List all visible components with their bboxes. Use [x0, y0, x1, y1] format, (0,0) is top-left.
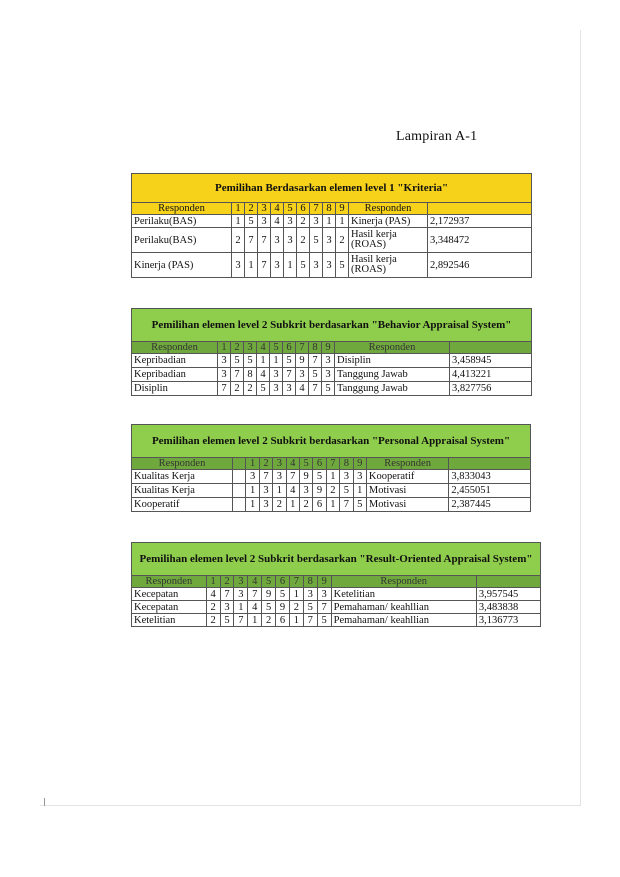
score-cell: 2 — [206, 614, 220, 627]
score-cell: 5 — [257, 382, 270, 396]
respondent-cell: Kecepatan — [132, 601, 207, 614]
score-cell: 2 — [297, 215, 310, 228]
score-cell — [233, 470, 246, 484]
column-header: 5 — [262, 576, 276, 588]
score-cell: 3 — [273, 470, 286, 484]
respondent-cell: Hasil kerja (ROAS) — [349, 253, 428, 278]
table-row — [132, 382, 532, 396]
column-header: 1 — [232, 203, 245, 215]
column-header: 4 — [257, 342, 270, 354]
score-cell: 8 — [244, 368, 257, 382]
column-header: 5 — [284, 203, 297, 215]
value-cell: 3,136773 — [476, 614, 540, 627]
score-cell — [233, 484, 246, 498]
score-cell: 5 — [262, 601, 276, 614]
score-cell: 5 — [220, 614, 234, 627]
score-cell: 5 — [353, 498, 366, 512]
column-header: 2 — [245, 203, 258, 215]
column-header: 9 — [317, 576, 331, 588]
score-cell: 1 — [286, 498, 299, 512]
score-cell: 1 — [284, 253, 297, 278]
score-cell: 7 — [248, 588, 262, 601]
score-cell: 7 — [259, 470, 272, 484]
score-cell: 5 — [283, 354, 296, 368]
column-header — [233, 458, 246, 470]
score-cell: 7 — [309, 354, 322, 368]
score-cell: 3 — [322, 354, 335, 368]
respondent-cell: Pemahaman/ keahllian — [331, 614, 476, 627]
column-header: 3 — [273, 458, 286, 470]
header-row — [132, 576, 541, 588]
value-cell: 2,387445 — [449, 498, 531, 512]
score-cell: 1 — [353, 484, 366, 498]
column-header: Responden — [349, 203, 428, 215]
score-cell: 4 — [296, 382, 309, 396]
score-cell: 1 — [289, 614, 303, 627]
score-cell: 2 — [326, 484, 339, 498]
score-cell: 2 — [232, 228, 245, 253]
respondent-cell: Ketelitian — [331, 588, 476, 601]
column-header: 8 — [340, 458, 353, 470]
score-cell: 9 — [299, 470, 312, 484]
result-oriented-appraisal-table — [131, 542, 541, 627]
column-header: 1 — [246, 458, 259, 470]
respondent-cell: Kualitas Kerja — [132, 484, 233, 498]
column-header: 2 — [231, 342, 244, 354]
column-header: 4 — [286, 458, 299, 470]
score-cell: 6 — [276, 614, 290, 627]
scan-mark — [44, 798, 45, 806]
column-header: Responden — [331, 576, 476, 588]
value-cell: 2,892546 — [428, 253, 532, 278]
table-row — [132, 588, 541, 601]
value-cell: 3,957545 — [476, 588, 540, 601]
respondent-cell: Kooperatif — [132, 498, 233, 512]
score-cell: 2 — [297, 228, 310, 253]
column-header: Responden — [366, 458, 448, 470]
table-row — [132, 614, 541, 627]
table-row — [132, 484, 531, 498]
score-cell — [233, 498, 246, 512]
table-title: Pemilihan Berdasarkan elemen level 1 "Kriteria" — [132, 174, 532, 203]
column-header: 5 — [270, 342, 283, 354]
column-header: 6 — [297, 203, 310, 215]
score-cell: 3 — [303, 588, 317, 601]
score-cell: 1 — [273, 484, 286, 498]
column-header: 6 — [313, 458, 326, 470]
score-cell: 3 — [234, 588, 248, 601]
score-cell: 3 — [310, 253, 323, 278]
respondent-cell: Kinerja (PAS) — [349, 215, 428, 228]
column-header: 7 — [310, 203, 323, 215]
table-row — [132, 354, 532, 368]
score-cell: 1 — [323, 215, 336, 228]
score-cell: 3 — [246, 470, 259, 484]
score-cell: 3 — [218, 368, 231, 382]
respondent-cell: Kualitas Kerja — [132, 470, 233, 484]
score-cell: 4 — [257, 368, 270, 382]
column-header — [449, 458, 531, 470]
respondent-cell: Kepribadian — [132, 354, 218, 368]
respondent-cell: Disiplin — [132, 382, 218, 396]
table-row — [132, 228, 532, 253]
score-cell: 7 — [340, 498, 353, 512]
column-header: 9 — [336, 203, 349, 215]
column-header: Responden — [132, 342, 218, 354]
table-title: Pemilihan elemen level 2 Subkrit berdasarkan "Personal Appraisal System" — [132, 425, 531, 458]
respondent-cell: Motivasi — [366, 498, 448, 512]
respondent-cell: Perilaku(BAS) — [132, 228, 232, 253]
score-cell: 7 — [245, 228, 258, 253]
score-cell: 5 — [340, 484, 353, 498]
score-cell: 2 — [273, 498, 286, 512]
score-cell: 9 — [296, 354, 309, 368]
column-header: 2 — [259, 458, 272, 470]
score-cell: 7 — [234, 614, 248, 627]
score-cell: 3 — [284, 228, 297, 253]
score-cell: 5 — [317, 614, 331, 627]
value-cell: 3,833043 — [449, 470, 531, 484]
table-title: Pemilihan elemen level 2 Subkrit berdasarkan "Result-Oriented Appraisal System" — [132, 543, 541, 576]
score-cell: 5 — [297, 253, 310, 278]
column-header — [428, 203, 532, 215]
score-cell: 4 — [271, 215, 284, 228]
behavior-appraisal-table — [131, 308, 532, 396]
score-cell: 7 — [258, 253, 271, 278]
respondent-cell: Kepribadian — [132, 368, 218, 382]
column-header: 6 — [276, 576, 290, 588]
score-cell: 2 — [231, 382, 244, 396]
score-cell: 5 — [276, 588, 290, 601]
score-cell: 4 — [248, 601, 262, 614]
column-header: 1 — [218, 342, 231, 354]
column-header: 3 — [244, 342, 257, 354]
score-cell: 3 — [220, 601, 234, 614]
header-row — [132, 458, 531, 470]
respondent-cell: Ketelitian — [132, 614, 207, 627]
score-cell: 7 — [258, 228, 271, 253]
score-cell: 1 — [289, 588, 303, 601]
score-cell: 5 — [310, 228, 323, 253]
score-cell: 4 — [286, 484, 299, 498]
value-cell: 2,455051 — [449, 484, 531, 498]
score-cell: 3 — [322, 368, 335, 382]
table-row — [132, 601, 541, 614]
score-cell: 2 — [206, 601, 220, 614]
appendix-label: Lampiran A-1 — [396, 129, 478, 144]
score-cell: 2 — [262, 614, 276, 627]
score-cell: 1 — [245, 253, 258, 278]
respondent-cell: Kinerja (PAS) — [132, 253, 232, 278]
score-cell: 1 — [246, 484, 259, 498]
table-title: Pemilihan elemen level 2 Subkrit berdasarkan "Behavior Appraisal System" — [132, 309, 532, 342]
respondent-cell: Tanggung Jawab — [335, 382, 450, 396]
column-header: 2 — [220, 576, 234, 588]
score-cell: 1 — [232, 215, 245, 228]
column-header: 8 — [309, 342, 322, 354]
score-cell: 5 — [244, 354, 257, 368]
respondent-cell: Hasil kerja (ROAS) — [349, 228, 428, 253]
column-header: 3 — [258, 203, 271, 215]
table-row — [132, 215, 532, 228]
column-header: 7 — [296, 342, 309, 354]
score-cell: 3 — [232, 253, 245, 278]
column-header: Responden — [132, 203, 232, 215]
column-header: Responden — [335, 342, 450, 354]
respondent-cell: Pemahaman/ keahllian — [331, 601, 476, 614]
score-cell: 6 — [313, 498, 326, 512]
score-cell: 3 — [296, 368, 309, 382]
score-cell: 3 — [299, 484, 312, 498]
score-cell: 3 — [258, 215, 271, 228]
score-cell: 7 — [317, 601, 331, 614]
value-cell: 3,827756 — [450, 382, 532, 396]
score-cell: 1 — [248, 614, 262, 627]
score-cell: 3 — [353, 470, 366, 484]
score-cell: 1 — [326, 470, 339, 484]
score-cell: 3 — [340, 470, 353, 484]
score-cell: 3 — [259, 498, 272, 512]
score-cell: 2 — [244, 382, 257, 396]
score-cell: 7 — [303, 614, 317, 627]
score-cell: 3 — [284, 215, 297, 228]
table-row — [132, 470, 531, 484]
score-cell: 1 — [257, 354, 270, 368]
respondent-cell: Motivasi — [366, 484, 448, 498]
score-cell: 5 — [336, 253, 349, 278]
column-header: 6 — [283, 342, 296, 354]
column-header: Responden — [132, 458, 233, 470]
respondent-cell: Perilaku(BAS) — [132, 215, 232, 228]
column-header: 4 — [248, 576, 262, 588]
score-cell: 7 — [283, 368, 296, 382]
score-cell: 3 — [323, 253, 336, 278]
score-cell: 9 — [262, 588, 276, 601]
personal-appraisal-table — [131, 424, 531, 512]
score-cell: 1 — [270, 354, 283, 368]
score-cell: 4 — [206, 588, 220, 601]
score-cell: 2 — [299, 498, 312, 512]
column-header: 8 — [323, 203, 336, 215]
score-cell: 3 — [310, 215, 323, 228]
score-cell: 5 — [313, 470, 326, 484]
value-cell: 3,348472 — [428, 228, 532, 253]
column-header: 5 — [299, 458, 312, 470]
respondent-cell: Kooperatif — [366, 470, 448, 484]
score-cell: 1 — [326, 498, 339, 512]
score-cell: 3 — [218, 354, 231, 368]
score-cell: 1 — [336, 215, 349, 228]
header-row — [132, 342, 532, 354]
column-header: 4 — [271, 203, 284, 215]
column-header: 9 — [353, 458, 366, 470]
score-cell: 9 — [313, 484, 326, 498]
table-row — [132, 368, 532, 382]
column-header — [450, 342, 532, 354]
score-cell: 5 — [322, 382, 335, 396]
table-row — [132, 498, 531, 512]
score-cell: 7 — [286, 470, 299, 484]
score-cell: 7 — [218, 382, 231, 396]
score-cell: 7 — [231, 368, 244, 382]
header-row — [132, 203, 532, 215]
respondent-cell: Kecepatan — [132, 588, 207, 601]
value-cell: 2,172937 — [428, 215, 532, 228]
score-cell: 5 — [309, 368, 322, 382]
page-border — [40, 30, 581, 806]
criteria-table — [131, 173, 532, 278]
score-cell: 7 — [220, 588, 234, 601]
score-cell: 3 — [323, 228, 336, 253]
score-cell: 1 — [246, 498, 259, 512]
table-row — [132, 253, 532, 278]
column-header — [476, 576, 540, 588]
score-cell: 3 — [259, 484, 272, 498]
score-cell: 2 — [289, 601, 303, 614]
value-cell: 3,483838 — [476, 601, 540, 614]
column-header: 7 — [289, 576, 303, 588]
column-header: 1 — [206, 576, 220, 588]
score-cell: 9 — [276, 601, 290, 614]
column-header: Responden — [132, 576, 207, 588]
score-cell: 3 — [317, 588, 331, 601]
score-cell: 5 — [245, 215, 258, 228]
respondent-cell: Disiplin — [335, 354, 450, 368]
score-cell: 3 — [270, 382, 283, 396]
value-cell: 4,413221 — [450, 368, 532, 382]
score-cell: 7 — [309, 382, 322, 396]
score-cell: 1 — [234, 601, 248, 614]
respondent-cell: Tanggung Jawab — [335, 368, 450, 382]
column-header: 9 — [322, 342, 335, 354]
score-cell: 3 — [270, 368, 283, 382]
score-cell: 5 — [303, 601, 317, 614]
column-header: 3 — [234, 576, 248, 588]
score-cell: 3 — [271, 228, 284, 253]
column-header: 8 — [303, 576, 317, 588]
score-cell: 2 — [336, 228, 349, 253]
value-cell: 3,458945 — [450, 354, 532, 368]
score-cell: 5 — [231, 354, 244, 368]
column-header: 7 — [326, 458, 339, 470]
score-cell: 3 — [283, 382, 296, 396]
score-cell: 3 — [271, 253, 284, 278]
